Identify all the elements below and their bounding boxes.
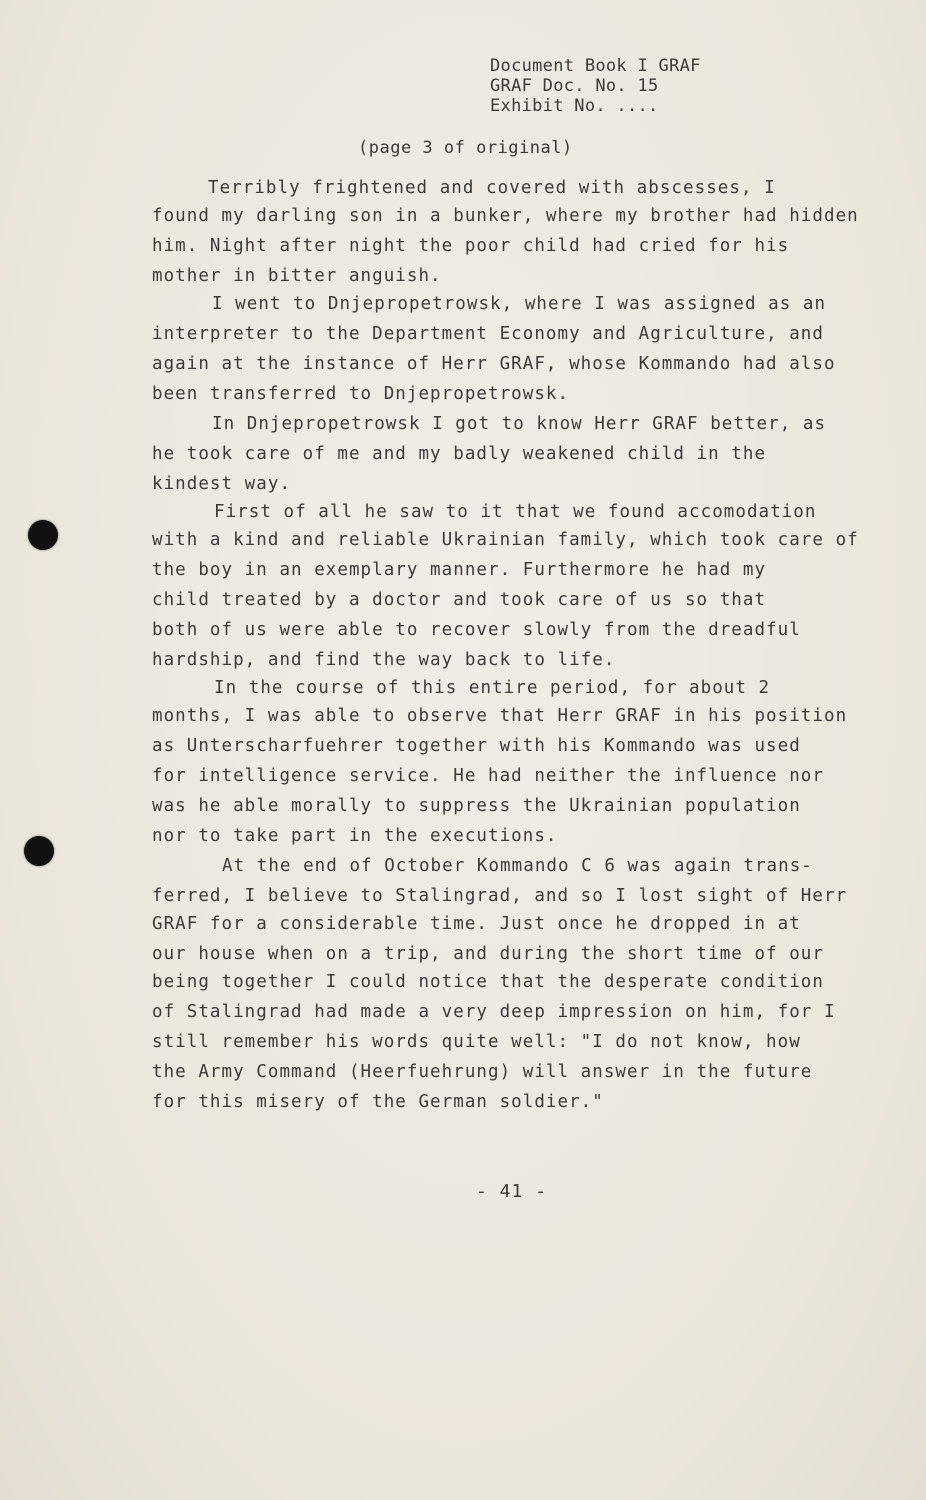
body-line: found my darling son in a bunker, where my brother had hidden: [152, 206, 859, 226]
body-line: the boy in an exemplary manner. Furthermore he had my: [152, 560, 767, 580]
body-line: GRAF for a considerable time. Just once he dropped in at: [152, 914, 801, 934]
body-line: mother in bitter anguish.: [152, 266, 442, 286]
body-line: still remember his words quite well: "I do not know, how: [152, 1032, 801, 1052]
body-line: again at the instance of Herr GRAF, whose Kommando had also: [152, 354, 836, 374]
body-line: kindest way.: [152, 474, 292, 494]
body-line: being together I could notice that the desperate condition: [152, 972, 824, 992]
body-line: he took care of me and my badly weakened child in the: [152, 444, 767, 464]
body-line: him. Night after night the poor child had cried for his: [152, 236, 790, 256]
punch-hole: [24, 836, 54, 866]
punch-hole: [28, 520, 58, 550]
header-exhibit-number: Exhibit No. ....: [490, 96, 659, 116]
body-line: was he able morally to suppress the Ukrainian population: [152, 796, 801, 816]
body-line: First of all he saw to it that we found accomodation: [214, 502, 817, 522]
body-line: At the end of October Kommando C 6 was again trans-: [222, 856, 813, 876]
document-header: [490, 56, 701, 116]
body-line: nor to take part in the executions.: [152, 826, 558, 846]
body-line: months, I was able to observe that Herr GRAF in his position: [152, 706, 848, 726]
body-line: for this misery of the German soldier.": [152, 1092, 604, 1112]
body-line: of Stalingrad had made a very deep impression on him, for I: [152, 1002, 836, 1022]
body-line: In Dnjepropetrowsk I got to know Herr GRAF better, as: [212, 414, 827, 434]
body-line: hardship, and find the way back to life.: [152, 650, 616, 670]
body-line: I went to Dnjepropetrowsk, where I was assigned as an: [212, 294, 827, 314]
body-line: child treated by a doctor and took care of us so that: [152, 590, 767, 610]
body-line: with a kind and reliable Ukrainian family, which took care of: [152, 530, 859, 550]
body-line: as Unterscharfuehrer together with his Kommando was used: [152, 736, 801, 756]
page-number: - 41 -: [476, 1181, 548, 1202]
body-line: In the course of this entire period, for about 2: [214, 678, 771, 698]
header-doc-number: GRAF Doc. No. 15: [490, 76, 659, 96]
header-document-book: Document Book I GRAF: [490, 56, 701, 76]
body-line: ferred, I believe to Stalingrad, and so I lost sight of Herr: [152, 886, 848, 906]
body-line: interpreter to the Department Economy and Agriculture, and: [152, 324, 824, 344]
body-line: our house when on a trip, and during the short time of our: [152, 944, 824, 964]
body-line: been transferred to Dnjepropetrowsk.: [152, 384, 570, 404]
body-line: both of us were able to recover slowly from the dreadful: [152, 620, 801, 640]
body-line: the Army Command (Heerfuehrung) will answer in the future: [152, 1062, 813, 1082]
original-page-reference: (page 3 of original): [358, 138, 573, 158]
body-line: Terribly frightened and covered with abscesses, I: [208, 178, 776, 198]
body-line: for intelligence service. He had neither the influence nor: [152, 766, 824, 786]
